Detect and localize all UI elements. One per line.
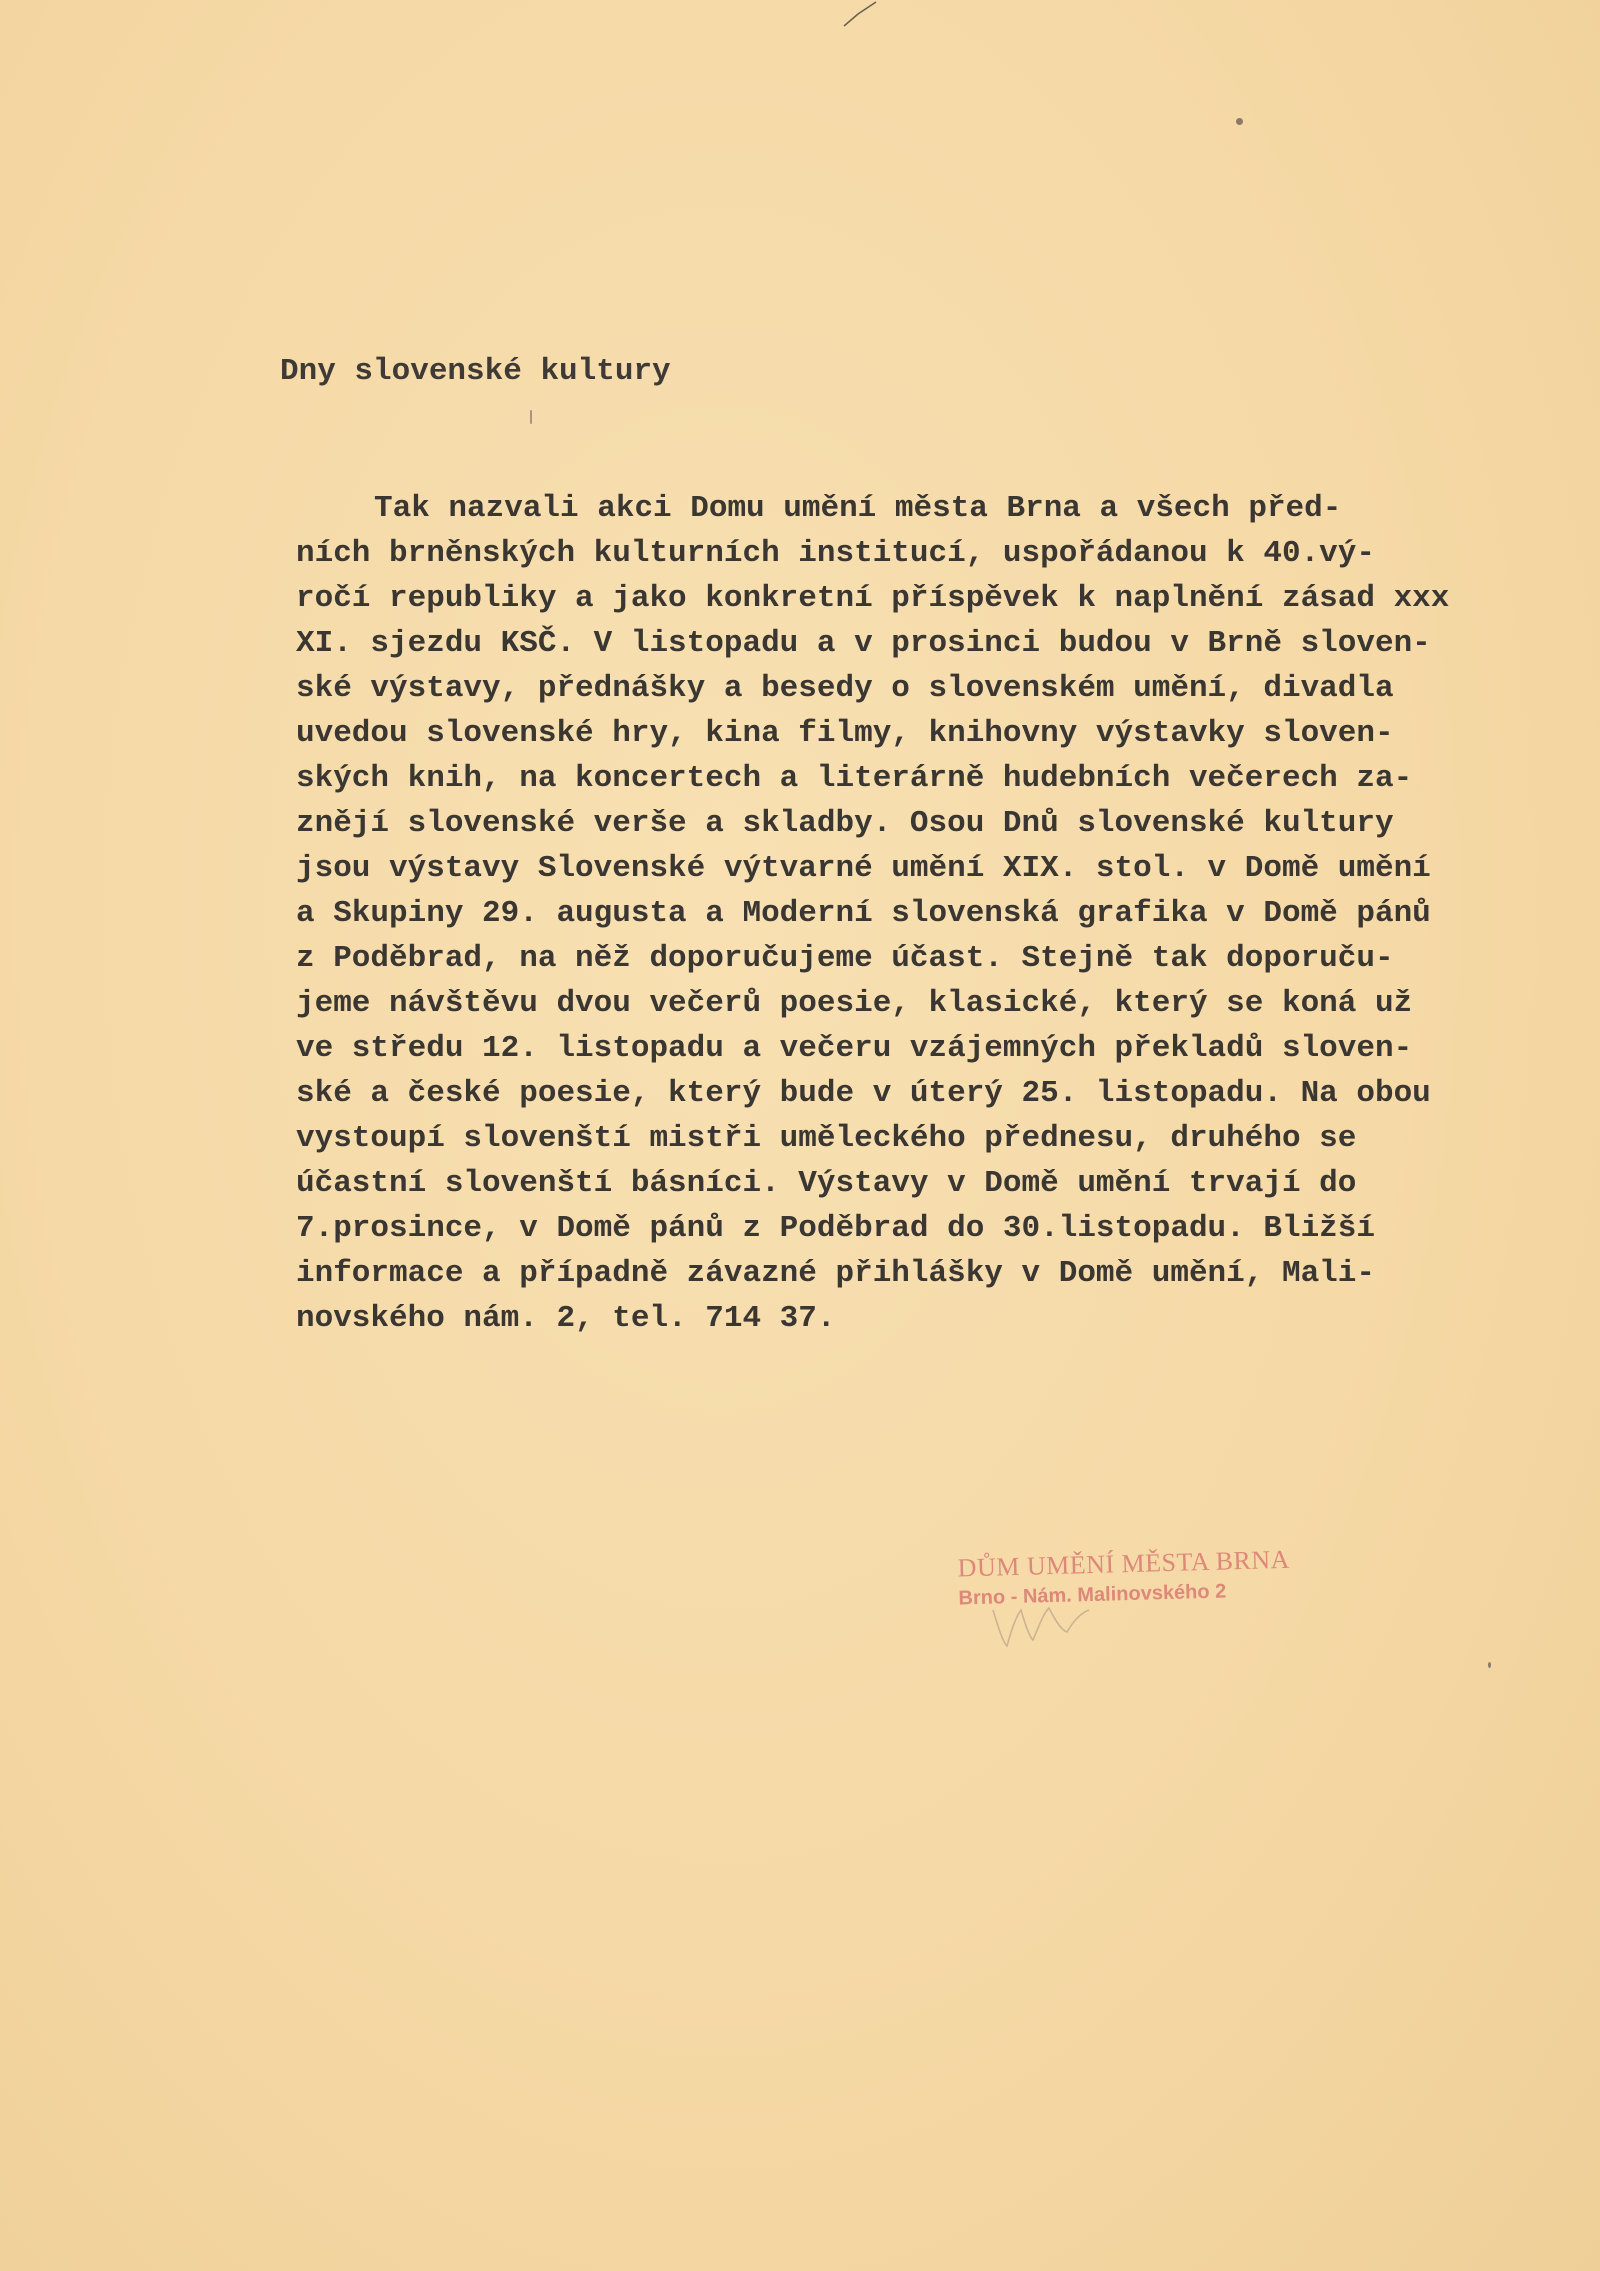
body-line: jsou výstavy Slovenské výtvarné umění XIX. stol. v Domě umění [296, 851, 1431, 886]
body-line: ských knih, na koncertech a literárně hudebních večerech za- [296, 761, 1413, 796]
body-line: vystoupí slovenští mistři uměleckého přednesu, druhého se [296, 1121, 1357, 1156]
stamp-address: Brno - Nám. Malinovského 2 [958, 1580, 1227, 1610]
body-line: ních brněnských kulturních institucí, uspořádanou k 40.vý- [296, 536, 1375, 571]
ink-speck [530, 410, 532, 424]
body-line: novského nám. 2, tel. 714 37. [296, 1301, 836, 1336]
ink-speck [1236, 118, 1243, 125]
document-title: Dny slovenské kultury [280, 354, 671, 389]
body-line: a Skupiny 29. augusta a Moderní slovenská grafika v Domě pánů [296, 896, 1431, 931]
body-line: ské a české poesie, který bude v úterý 25. listopadu. Na obou [296, 1076, 1431, 1111]
body-line: ročí republiky a jako konkretní příspěvek k naplnění zásad xxx [296, 581, 1450, 616]
body-line: ve středu 12. listopadu a večeru vzájemných překladů sloven- [296, 1031, 1413, 1066]
body-line: jeme návštěvu dvou večerů poesie, klasické, který se koná už [296, 986, 1413, 1021]
body-line: 7.prosince, v Domě pánů z Poděbrad do 30.listopadu. Bližší [296, 1211, 1375, 1246]
document-body [296, 486, 1496, 1341]
body-line: XI. sjezdu KSČ. V listopadu a v prosinci budou v Brně sloven- [296, 626, 1431, 661]
body-line: informace a případně závazné přihlášky v Domě umění, Mali- [296, 1256, 1375, 1291]
ink-speck [1488, 1662, 1491, 1668]
handwritten-signature [985, 1580, 1135, 1650]
body-line: účastní slovenští básníci. Výstavy v Domě umění trvají do [296, 1166, 1357, 1201]
body-line: ské výstavy, přednášky a besedy o slovenském umění, divadla [296, 671, 1394, 706]
pencil-tick-mark [840, 0, 880, 30]
body-line: uvedou slovenské hry, kina filmy, knihovny výstavky sloven- [296, 716, 1394, 751]
body-line: znějí slovenské verše a skladby. Osou Dnů slovenské kultury [296, 806, 1394, 841]
body-line: Tak nazvali akci Domu umění města Brna a všech před- [374, 491, 1342, 526]
stamp-institution-name: DŮM UMĚNÍ MĚSTA BRNA [957, 1544, 1291, 1583]
body-line: z Poděbrad, na něž doporučujeme účast. Stejně tak doporuču- [296, 941, 1394, 976]
